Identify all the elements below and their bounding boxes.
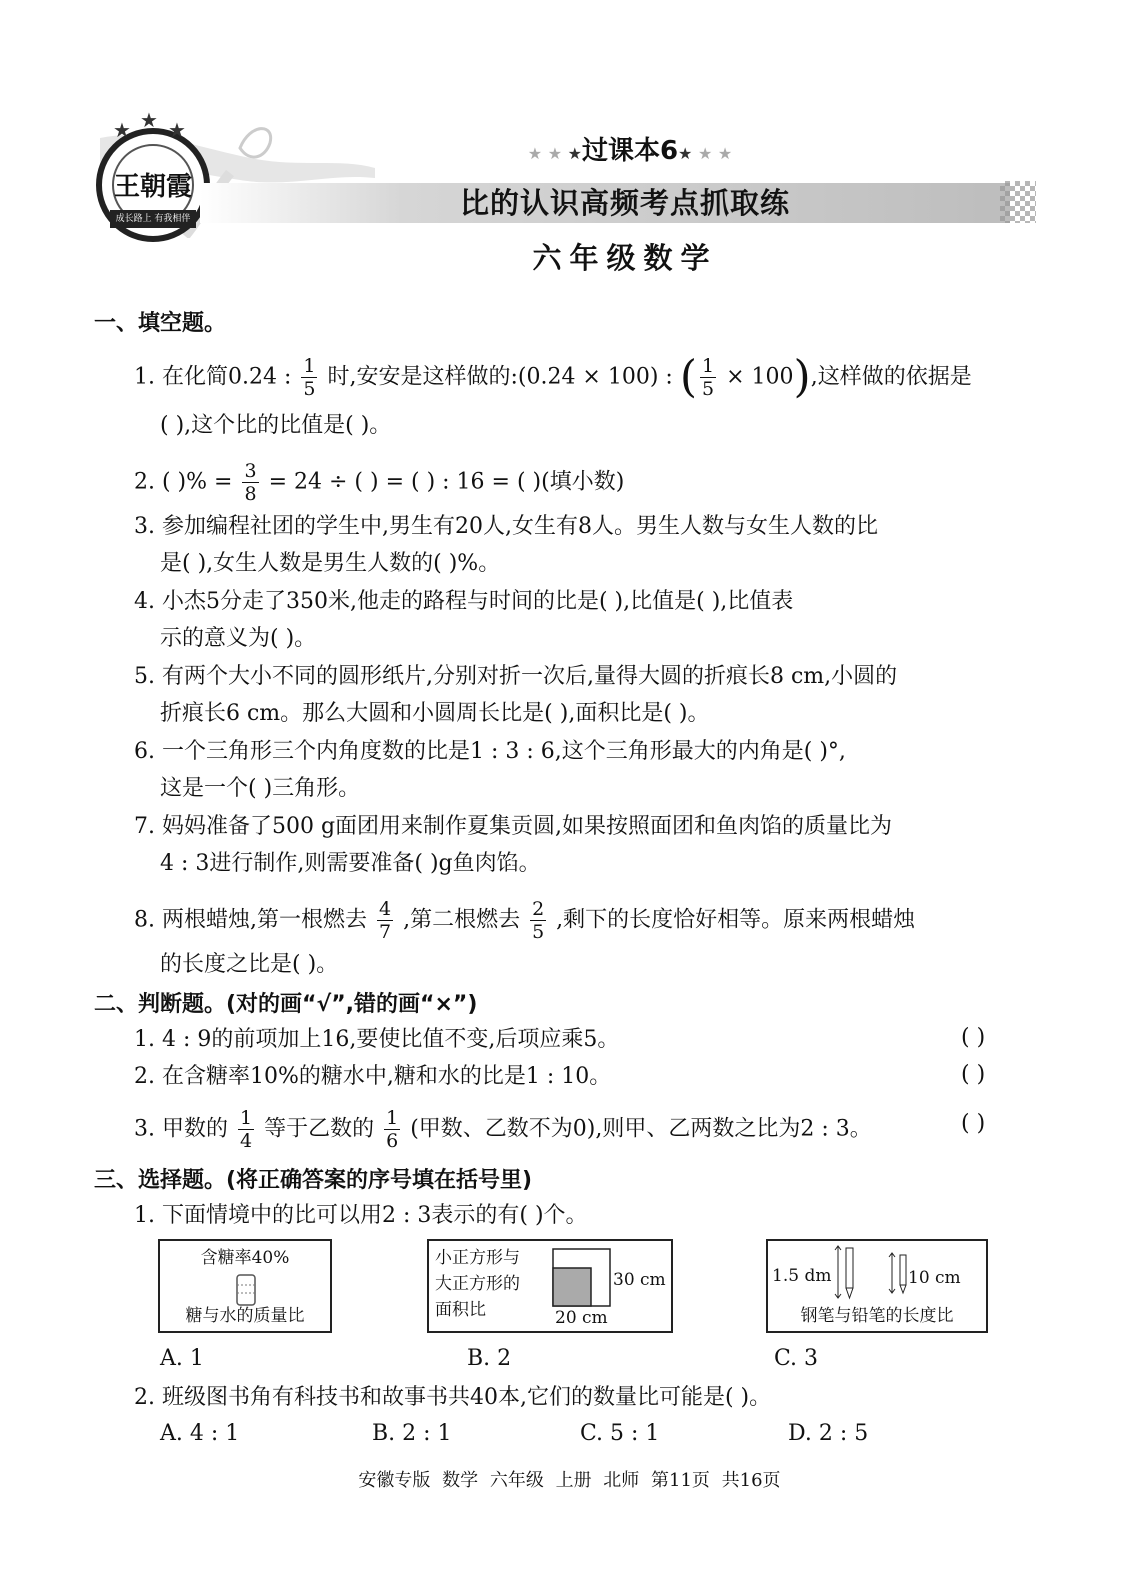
choice-2: 2. 班级图书角有科技书和故事书共40本,它们的数量比可能是( )。 (134, 1385, 772, 1410)
question-4-line-2: 示的意义为( )。 (160, 626, 317, 651)
checker-decoration (1000, 181, 1036, 223)
question-6-line-2: 这是一个( )三角形。 (160, 776, 361, 801)
pen-icon (832, 1244, 862, 1300)
grade-subject: 六年级数学 (532, 241, 718, 275)
series-label: ★ ★ ★过课本6★ ★ ★ (527, 136, 733, 166)
question-1-line-1: 1. 在化简0.24 : $\frac{1}{5}$ 时,安安是这样做的:(0.24 × 100) : ( $\frac{1}{5}$ × 100),这样做的依据是 (134, 351, 972, 403)
question-7-line-2: 4 : 3进行制作,则需要准备( )g鱼肉馅。 (160, 851, 541, 876)
scenario-box-sugar: 含糖率40% 糖与水的质量比 (158, 1239, 332, 1333)
cup-icon (235, 1271, 257, 1307)
question-8-line-2: 的长度之比是( )。 (160, 952, 339, 977)
brand-logo (96, 128, 210, 242)
page-title: 比的认识高频考点抓取练 (459, 186, 790, 220)
section-title: 二、判断题。(对的画“√”,错的画“×”) (94, 992, 478, 1017)
answer-blank: ( ) (961, 1062, 986, 1087)
option-c: C. 5 : 1 (580, 1421, 660, 1446)
option-b: B. 2 (467, 1346, 512, 1371)
question-3-line-1: 3. 参加编程社团的学生中,男生有20人,女生有8人。男生人数与女生人数的比 (134, 514, 878, 539)
judge-2: 2. 在含糖率10%的糖水中,糖和水的比是1 : 10。 (134, 1064, 612, 1089)
question-4-line-1: 4. 小杰5分走了350米,他走的路程与时间的比是( ),比值是( ),比值表 (134, 589, 794, 614)
option-b: B. 2 : 1 (372, 1421, 452, 1446)
answer-blank: ( ) (961, 1111, 986, 1136)
logo-text: 王朝霞 (113, 172, 192, 202)
question-1-line-2: ( ),这个比的比值是( )。 (160, 413, 392, 438)
section-title: 一、填空题。 (94, 311, 227, 336)
section-title: 三、选择题。(将正确答案的序号填在括号里) (94, 1168, 533, 1193)
judge-3: 3. 甲数的 $\frac{1}{4}$ 等于乙数的 $\frac{1}{6}$ (甲数、乙数不为0),则甲、乙两数之比为2 : 3。 (134, 1107, 872, 1152)
judge-1: 1. 4 : 9的前项加上16,要使比值不变,后项应乘5。 (134, 1027, 620, 1052)
option-c: C. 3 (774, 1346, 819, 1371)
option-a: A. 1 (160, 1346, 204, 1371)
question-5-line-2: 折痕长6 cm。那么大圆和小圆周长比是( ),面积比是( )。 (160, 701, 710, 726)
question-5-line-1: 5. 有两个大小不同的圆形纸片,分别对折一次后,量得大圆的折痕长8 cm,小圆的 (134, 664, 898, 689)
question-6-line-1: 6. 一个三角形三个内角度数的比是1 : 3 : 6,这个三角形最大的内角是( )°, (134, 739, 846, 764)
answer-blank: ( ) (961, 1025, 986, 1050)
fraction: $\frac{1}{5}$ (303, 355, 316, 400)
question-2: 2. ( )% = $\frac{3}{8}$ = 24 ÷ ( ) = ( ) : 16 = ( )(填小数) (134, 460, 625, 505)
star-icon: ★ (140, 108, 158, 132)
question-8-line-1: 8. 两根蜡烛,第一根燃去 $\frac{4}{7}$ ,第二根燃去 $\frac{2}{5}$ ,剩下的长度恰好相等。原来两根蜡烛 (134, 898, 916, 943)
question-3-line-2: 是( ),女生人数是男生人数的( )%。 (160, 551, 501, 576)
logo-slogan: 成长路上 有我相伴 (110, 210, 196, 228)
option-a: A. 4 : 1 (160, 1421, 240, 1446)
page-footer: 安徽专版 数学 六年级 上册 北师 第11页 共16页 (358, 1470, 781, 1491)
option-d: D. 2 : 5 (788, 1421, 869, 1446)
choice-1: 1. 下面情境中的比可以用2 : 3表示的有( )个。 (134, 1203, 588, 1228)
scenario-box-squares: 小正方形与 大正方形的 面积比 30 cm 20 cm (427, 1239, 673, 1333)
star-icon: ★ (113, 118, 131, 142)
question-7-line-1: 7. 妈妈准备了500 g面团用来制作夏集贡圆,如果按照面团和鱼肉馅的质量比为 (134, 814, 893, 839)
star-icon: ★ (168, 118, 186, 142)
scenario-box-pens: 1.5 dm 10 cm 钢笔与铅笔的长度比 (766, 1239, 988, 1333)
squares-figure (552, 1248, 612, 1308)
